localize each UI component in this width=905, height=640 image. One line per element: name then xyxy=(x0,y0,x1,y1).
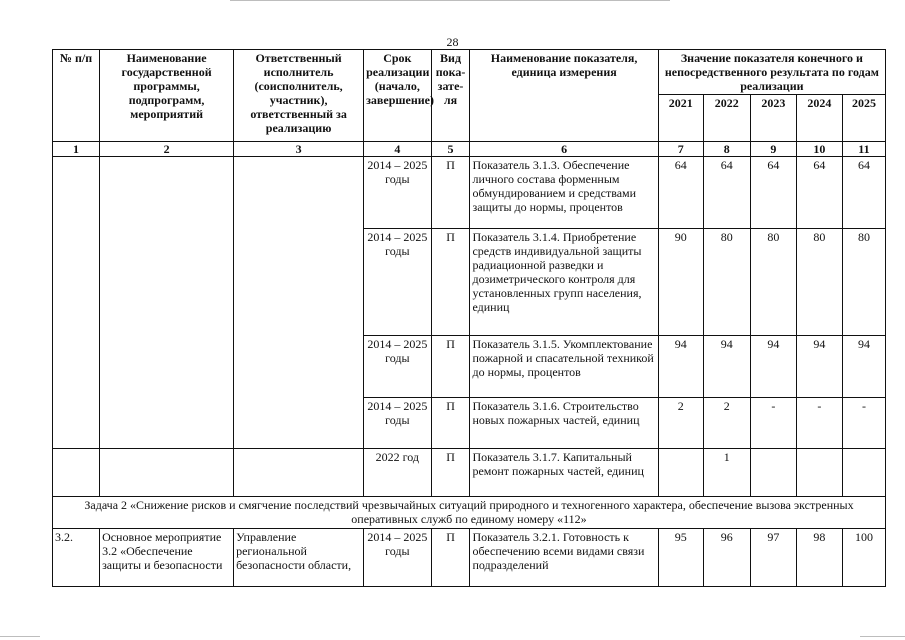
period-cell: 2022 год xyxy=(364,449,432,497)
program-name-cell: Основное мероприятие 3.2 «Обеспечение защиты и безопасности xyxy=(100,529,234,587)
empty-cell xyxy=(234,449,364,497)
empty-cell xyxy=(234,157,364,449)
empty-cell xyxy=(53,157,100,449)
period-cell: 2014 – 2025 годы xyxy=(364,398,432,449)
value-cell: 80 xyxy=(703,229,750,336)
task-heading: Задача 2 «Снижение рисков и смягчение последствий чрезвычайных ситуаций природного и техногенного характера, обеспечение вызова экстренных оперативных служб по единому номеру «112» xyxy=(53,497,886,529)
period-cell: 2014 – 2025 годы xyxy=(364,229,432,336)
value-cell: 97 xyxy=(750,529,796,587)
indicator-type-cell: П xyxy=(431,157,470,229)
value-cell: 94 xyxy=(750,336,796,398)
value-cell: 96 xyxy=(703,529,750,587)
indicator-cell: Показатель 3.1.4. Приобретение средств индивидуальной защиты радиационной разведки и дозиметрического контроля для установленных групп населения, единиц xyxy=(470,229,658,336)
value-cell xyxy=(796,449,842,497)
value-cell: 1 xyxy=(703,449,750,497)
column-number: 3 xyxy=(234,142,364,157)
task-row xyxy=(53,497,886,529)
executor-cell: Управление региональной безопасности области, xyxy=(234,529,364,587)
value-cell: 64 xyxy=(658,157,703,229)
header-year: 2024 xyxy=(796,95,842,142)
column-number: 4 xyxy=(364,142,432,157)
value-cell xyxy=(842,449,885,497)
column-number: 1 xyxy=(53,142,100,157)
table-row xyxy=(53,449,886,497)
header-year: 2021 xyxy=(658,95,703,142)
indicator-cell: Показатель 3.1.3. Обеспечение личного состава форменным обмундированием и средствами защиты до нормы, процентов xyxy=(470,157,658,229)
value-cell: 80 xyxy=(796,229,842,336)
value-cell: 2 xyxy=(703,398,750,449)
column-number: 9 xyxy=(750,142,796,157)
indicator-cell: Показатель 3.1.7. Капитальный ремонт пожарных частей, единиц xyxy=(470,449,658,497)
value-cell: 64 xyxy=(703,157,750,229)
value-cell: 2 xyxy=(658,398,703,449)
value-cell: 100 xyxy=(842,529,885,587)
header-indicator-name: Наименование показателя, единица измерения xyxy=(470,50,658,142)
header-values-group: Значение показателя конечного и непосредственного результата по годам реализации xyxy=(658,50,885,95)
indicator-cell: Показатель 3.2.1. Готовность к обеспечению всеми видами связи подразделений xyxy=(470,529,658,587)
indicators-table xyxy=(52,49,886,587)
indicator-type-cell: П xyxy=(431,336,470,398)
header-executor: Ответственный исполнитель (соисполнитель, участник), ответственный за реализацию xyxy=(234,50,364,142)
period-cell: 2014 – 2025 годы xyxy=(364,529,432,587)
row-number-cell: 3.2. xyxy=(53,529,100,587)
value-cell: 94 xyxy=(658,336,703,398)
value-cell: 94 xyxy=(842,336,885,398)
value-cell: 64 xyxy=(750,157,796,229)
header-year: 2022 xyxy=(703,95,750,142)
scan-artifact-top xyxy=(230,0,670,1)
period-cell: 2014 – 2025 годы xyxy=(364,336,432,398)
value-cell: 94 xyxy=(796,336,842,398)
header-year: 2025 xyxy=(842,95,885,142)
column-number: 5 xyxy=(431,142,470,157)
header-row xyxy=(53,50,886,95)
indicator-type-cell: П xyxy=(431,449,470,497)
header-indicator-type: Вид пока-зате-ля xyxy=(431,50,470,142)
table-row xyxy=(53,157,886,229)
column-numbers-row xyxy=(53,142,886,157)
value-cell xyxy=(750,449,796,497)
scan-artifact-bottom-right xyxy=(860,636,905,637)
page-number: 28 xyxy=(446,35,459,49)
value-cell: 64 xyxy=(796,157,842,229)
period-cell: 2014 – 2025 годы xyxy=(364,157,432,229)
value-cell: 64 xyxy=(842,157,885,229)
table-row xyxy=(53,529,886,587)
indicator-cell: Показатель 3.1.6. Строительство новых пожарных частей, единиц xyxy=(470,398,658,449)
value-cell: 90 xyxy=(658,229,703,336)
header-num: № п/п xyxy=(53,50,100,142)
column-number: 7 xyxy=(658,142,703,157)
indicator-type-cell: П xyxy=(431,229,470,336)
value-cell: 98 xyxy=(796,529,842,587)
value-cell: 80 xyxy=(750,229,796,336)
value-cell: - xyxy=(750,398,796,449)
indicator-cell: Показатель 3.1.5. Укомплектование пожарной и спасательной техникой до нормы, процентов xyxy=(470,336,658,398)
scan-artifact-bottom-left xyxy=(0,636,40,637)
value-cell: - xyxy=(796,398,842,449)
column-number: 6 xyxy=(470,142,658,157)
empty-cell xyxy=(53,449,100,497)
header-period: Срок реализации (начало, завершение) xyxy=(364,50,432,142)
column-number: 2 xyxy=(100,142,234,157)
indicator-type-cell: П xyxy=(431,529,470,587)
value-cell: 94 xyxy=(703,336,750,398)
column-number: 11 xyxy=(842,142,885,157)
indicator-type-cell: П xyxy=(431,398,470,449)
header-year: 2023 xyxy=(750,95,796,142)
value-cell: 95 xyxy=(658,529,703,587)
empty-cell xyxy=(100,157,234,449)
value-cell: 80 xyxy=(842,229,885,336)
value-cell xyxy=(658,449,703,497)
empty-cell xyxy=(100,449,234,497)
header-program-name: Наименование государственной программы, подпрограмм, мероприятий xyxy=(100,50,234,142)
column-number: 8 xyxy=(703,142,750,157)
column-number: 10 xyxy=(796,142,842,157)
value-cell: - xyxy=(842,398,885,449)
